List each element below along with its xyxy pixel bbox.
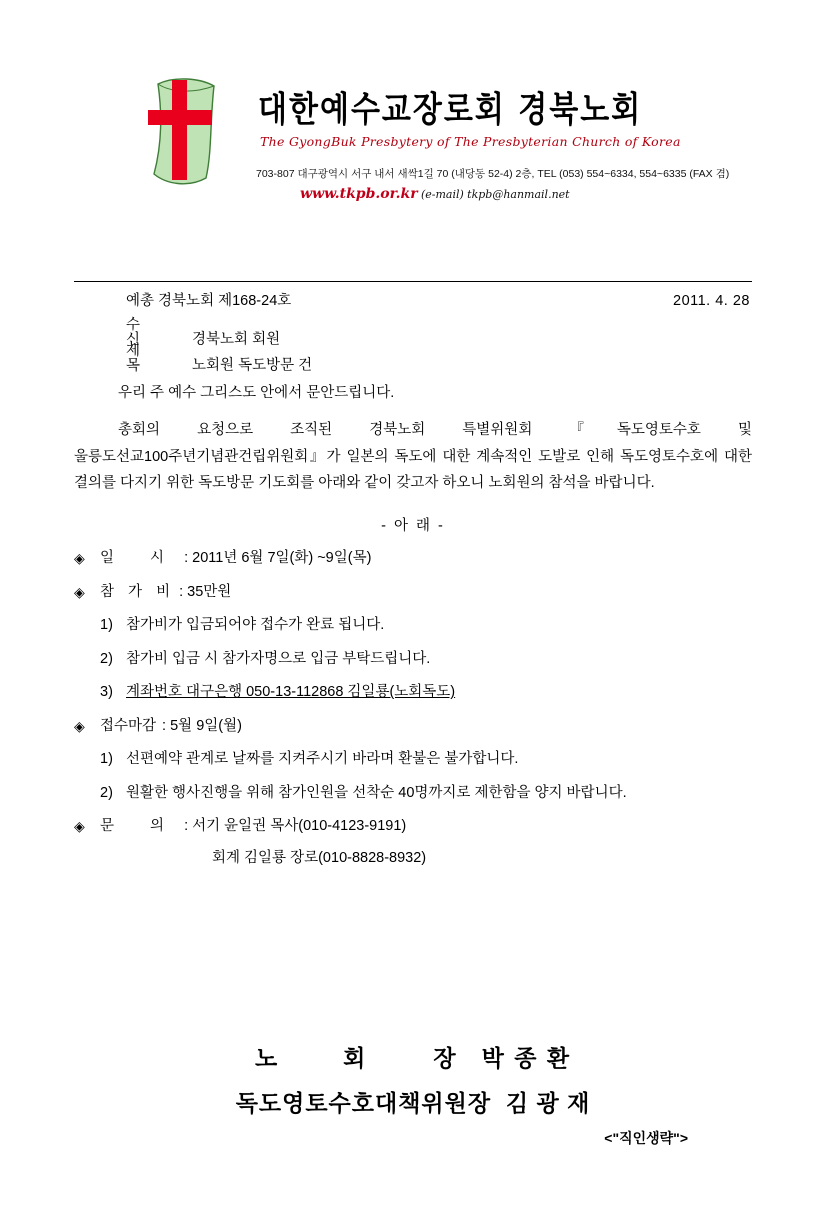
letterhead xyxy=(0,62,826,217)
sub-list xyxy=(100,614,752,703)
doc-number-row xyxy=(74,290,752,318)
sub-item xyxy=(100,748,752,770)
recipient-value: 경북노회 회원 xyxy=(192,331,281,348)
sub-item xyxy=(100,681,752,703)
sig-name-moderator: 박 종 환 xyxy=(481,1045,572,1071)
item-label: 접수마감 xyxy=(100,717,157,734)
diamond-bullet-icon: ◈ xyxy=(74,583,85,600)
sub-item-text-account: 계좌번호 대구은행 050-13-112868 김일룡(노회독도) xyxy=(126,684,456,701)
list-item xyxy=(74,582,752,704)
recipient-label: 수 신 xyxy=(126,317,155,348)
sig-name-committee: 김 광 재 xyxy=(505,1090,591,1116)
item-label: 문 의 xyxy=(100,818,181,835)
website-url[interactable]: www.tkpb.or.kr xyxy=(300,186,418,202)
subject-value: 노회원 독도방문 건 xyxy=(192,357,313,374)
sub-item xyxy=(100,782,752,804)
signature-block xyxy=(74,1040,752,1148)
list-item xyxy=(74,816,752,870)
sub-item-number: 1) xyxy=(100,751,113,768)
sig-role-committee: 독도영토수호대책위원장 xyxy=(235,1090,492,1116)
ara-divider: - 아 래 - xyxy=(381,518,445,535)
diamond-bullet-icon: ◈ xyxy=(74,549,85,566)
subject-row xyxy=(74,343,752,374)
sig-title-jang: 장 xyxy=(433,1045,458,1071)
header-divider xyxy=(74,281,752,282)
sub-item-text: 참가비가 입금되어야 접수가 완료 됩니다. xyxy=(126,617,385,634)
doc-number: 예총 경북노회 제168-24호 xyxy=(126,293,292,309)
list-item xyxy=(74,716,752,805)
presbytery-logo xyxy=(140,70,250,190)
item-value: : 서기 윤일권 목사(010-4123-9191) xyxy=(184,818,407,835)
signature-line-committee xyxy=(74,1085,752,1118)
sub-item-text: 원활한 행사진행을 위해 참가인원을 선착순 40명까지로 제한함을 양지 바랍니다. xyxy=(126,784,627,801)
diamond-bullet-icon: ◈ xyxy=(74,818,85,835)
sub-item-number: 2) xyxy=(100,784,113,801)
main-paragraph: 총회의 요청으로 조직된 경북노회 특별위원회 『독도영토수호 및 울릉도선교100주년기념관건립위원회』가 일본의 독도에 대한 계속적인 도발로 인해 독도영토수호에 대한 결의를 다지기 위한 독도방문 기도회를 아래와 같이 갖고자 하오니 노회원의 참석을 바랍니다. xyxy=(74,421,752,492)
org-title-english: The GyongBuk Presbytery of The Presbyterian Church of Korea xyxy=(260,134,681,149)
address-line: 703-807 대구광역시 서구 내서 새싹1길 70 (내당동 52-4) 2층, TEL (053) 554~6334, 554~6335 (FAX 겸) xyxy=(256,168,730,180)
recipient-row xyxy=(74,317,752,348)
email-label: (e-mail) xyxy=(420,188,464,201)
sig-title-no: 노 xyxy=(254,1045,280,1071)
document-body xyxy=(74,290,752,870)
greeting-paragraph: 우리 주 예수 그리스도 안에서 문안드립니다. xyxy=(118,385,395,401)
org-title-korean: 대한예수교장로회 경북노회 xyxy=(258,89,643,131)
sub-item xyxy=(100,614,752,636)
sub-item-number: 2) xyxy=(100,650,113,667)
doc-date: 2011. 4. 28 xyxy=(673,293,750,309)
sub-item-text: 선편예약 관계로 날짜를 지켜주시기 바라며 환불은 불가합니다. xyxy=(126,751,519,768)
item-label: 참 가 비 xyxy=(100,583,176,600)
diamond-bullet-icon: ◈ xyxy=(74,717,85,734)
details-list xyxy=(74,548,752,870)
signature-line-moderator xyxy=(74,1040,752,1073)
item-label: 일 시 xyxy=(100,549,181,566)
sub-item-text: 참가비 입금 시 참가자명으로 입금 부탁드립니다. xyxy=(126,650,431,667)
document-page xyxy=(0,62,826,1231)
sub-item xyxy=(100,648,752,670)
item-value: : 2011년 6월 7일(화) ~9일(목) xyxy=(184,549,372,566)
sub-list xyxy=(100,748,752,804)
secondary-contact: 회계 김일룡 장로(010-8828-8932) xyxy=(212,850,427,867)
email-address[interactable]: tkpb@hanmail.net xyxy=(467,188,570,201)
subject-label: 제 목 xyxy=(126,343,155,374)
sig-title-hoe: 회 xyxy=(343,1045,368,1071)
stamp-omitted-note: <"직인생략"> xyxy=(604,1130,688,1146)
item-value: : 35만원 xyxy=(179,583,232,600)
sub-item-number: 1) xyxy=(100,617,113,634)
sub-item-number: 3) xyxy=(100,684,113,701)
web-contact-line xyxy=(300,186,570,202)
list-item xyxy=(74,548,752,570)
item-value: : 5월 9일(월) xyxy=(162,717,242,734)
